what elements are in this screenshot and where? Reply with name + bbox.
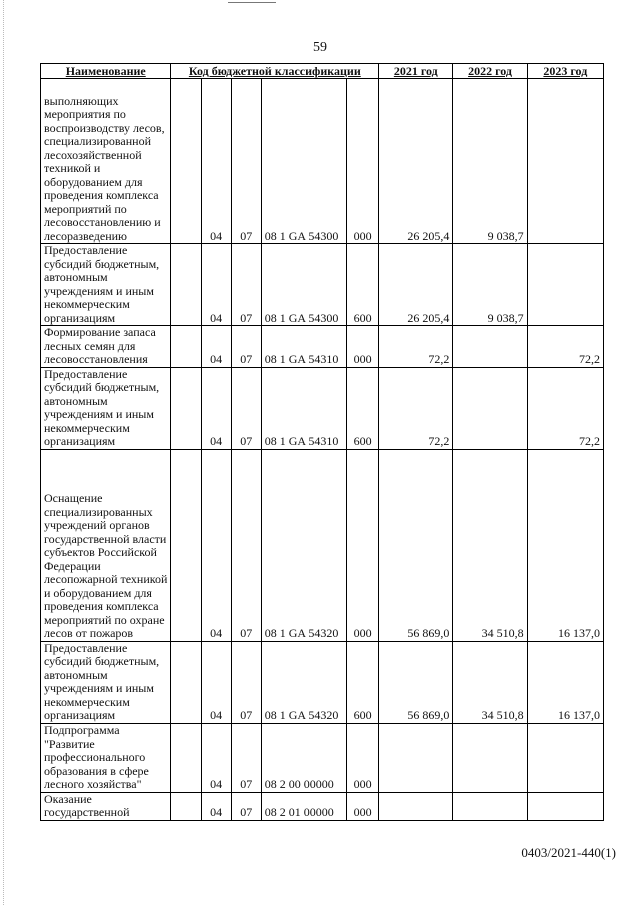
header-2023: 2023 год (527, 64, 603, 79)
row-subsection: 07 (231, 367, 261, 449)
row-subsection: 07 (231, 79, 261, 244)
row-blank (171, 326, 201, 368)
row-blank (171, 723, 201, 792)
row-target-article: 08 2 00 00000 (261, 723, 346, 792)
row-name: Формирование запаса лесных семян для лесовосстановления (41, 326, 171, 368)
row-subsection: 07 (231, 449, 261, 641)
row-subsection: 07 (231, 326, 261, 368)
row-expense-type: 000 (347, 792, 379, 820)
row-expense-type: 600 (347, 244, 379, 326)
row-amount-2022: 9 038,7 (453, 79, 527, 244)
row-section: 04 (201, 326, 231, 368)
table-row (41, 449, 604, 641)
row-amount-2022: 9 038,7 (453, 244, 527, 326)
row-target-article: 08 1 GA 54320 (261, 449, 346, 641)
table-row (41, 641, 604, 723)
document-number: 0403/2021-440(1) (521, 845, 616, 860)
row-blank (171, 79, 201, 244)
table-row (41, 723, 604, 792)
row-amount-2021: 72,2 (379, 326, 453, 368)
row-amount-2021: 56 869,0 (379, 641, 453, 723)
row-subsection: 07 (231, 792, 261, 820)
row-target-article: 08 1 GA 54300 (261, 79, 346, 244)
row-target-article: 08 1 GA 54310 (261, 326, 346, 368)
row-blank (171, 449, 201, 641)
row-target-article: 08 1 GA 54310 (261, 367, 346, 449)
table-row (41, 326, 604, 368)
left-edge-line (3, 0, 4, 905)
row-amount-2021 (379, 792, 453, 820)
row-amount-2023: 16 137,0 (527, 641, 603, 723)
table-row (41, 367, 604, 449)
row-section: 04 (201, 641, 231, 723)
table-row (41, 244, 604, 326)
row-amount-2022 (453, 723, 527, 792)
row-expense-type: 000 (347, 326, 379, 368)
budget-table (40, 63, 604, 821)
top-mark (228, 2, 276, 3)
header-row (41, 64, 604, 79)
row-amount-2022: 34 510,8 (453, 641, 527, 723)
row-name: выполняющих мероприятия по воспроизводству лесов, специализированной лесохозяйственной техникой и оборудованием для проведения комплекса мероприятий по лесовосстановлению и лесоразведению (41, 79, 171, 244)
row-expense-type: 000 (347, 723, 379, 792)
row-amount-2023: 72,2 (527, 326, 603, 368)
row-target-article: 08 2 01 00000 (261, 792, 346, 820)
row-target-article: 08 1 GA 54300 (261, 244, 346, 326)
row-blank (171, 641, 201, 723)
row-section: 04 (201, 367, 231, 449)
row-name: Оснащение специализированных учреждений органов государственной власти субъектов Российской Федерации лесопожарной техникой и оборудованием для проведения комплекса мероприятий по охране лесов от пожаров (41, 449, 171, 641)
row-amount-2023: 16 137,0 (527, 449, 603, 641)
row-expense-type: 000 (347, 449, 379, 641)
row-expense-type: 600 (347, 641, 379, 723)
row-name: Оказание государственной (41, 792, 171, 820)
page-number: 59 (313, 40, 327, 55)
row-amount-2023 (527, 792, 603, 820)
row-subsection: 07 (231, 244, 261, 326)
row-amount-2022 (453, 326, 527, 368)
row-section: 04 (201, 449, 231, 641)
row-section: 04 (201, 723, 231, 792)
row-blank (171, 367, 201, 449)
row-expense-type: 000 (347, 79, 379, 244)
row-subsection: 07 (231, 641, 261, 723)
row-amount-2023 (527, 723, 603, 792)
row-name: Предоставление субсидий бюджетным, автономным учреждениям и иным некоммерческим организациям (41, 244, 171, 326)
header-2022: 2022 год (453, 64, 527, 79)
row-subsection: 07 (231, 723, 261, 792)
row-amount-2023: 72,2 (527, 367, 603, 449)
row-section: 04 (201, 244, 231, 326)
header-2021: 2021 год (379, 64, 453, 79)
row-amount-2022: 34 510,8 (453, 449, 527, 641)
row-amount-2021: 72,2 (379, 367, 453, 449)
header-name: Наименование (41, 64, 171, 79)
row-target-article: 08 1 GA 54320 (261, 641, 346, 723)
row-amount-2023 (527, 244, 603, 326)
row-name: Предоставление субсидий бюджетным, автономным учреждениям и иным некоммерческим организациям (41, 641, 171, 723)
header-code: Код бюджетной классификации (171, 64, 379, 79)
row-amount-2021: 26 205,4 (379, 244, 453, 326)
row-amount-2022 (453, 792, 527, 820)
row-name: Подпрограмма "Развитие профессионального образования в сфере лесного хозяйства" (41, 723, 171, 792)
row-section: 04 (201, 79, 231, 244)
row-blank (171, 792, 201, 820)
row-amount-2023 (527, 79, 603, 244)
row-section: 04 (201, 792, 231, 820)
table-row (41, 79, 604, 244)
row-amount-2021: 26 205,4 (379, 79, 453, 244)
row-amount-2022 (453, 367, 527, 449)
row-amount-2021: 56 869,0 (379, 449, 453, 641)
row-blank (171, 244, 201, 326)
row-expense-type: 600 (347, 367, 379, 449)
row-name: Предоставление субсидий бюджетным, автономным учреждениям и иным некоммерческим организациям (41, 367, 171, 449)
row-amount-2021 (379, 723, 453, 792)
table-row (41, 792, 604, 820)
